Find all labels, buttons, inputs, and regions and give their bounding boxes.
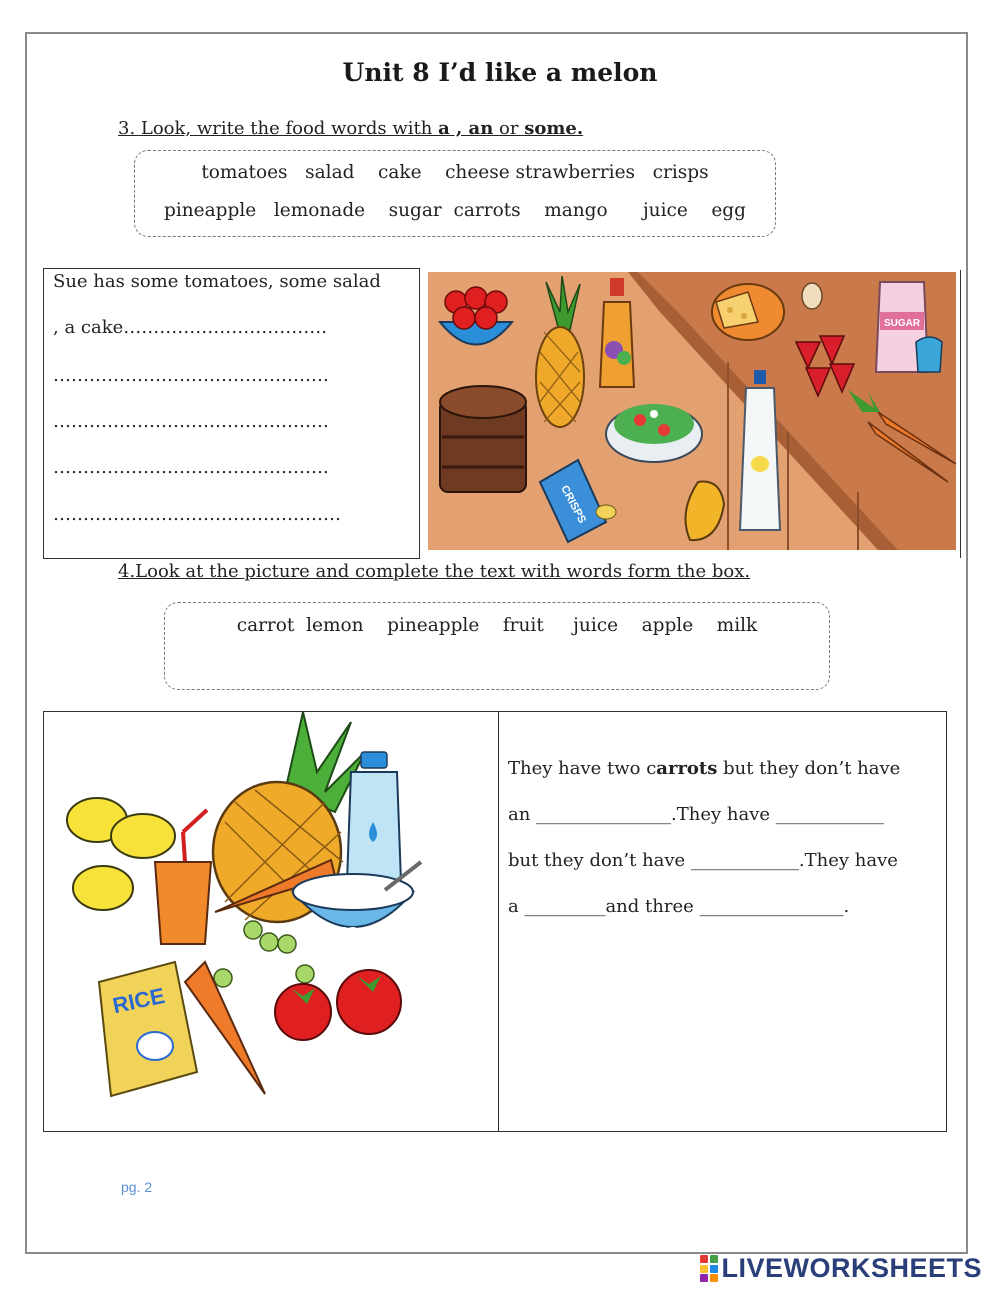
tomatoes [275,970,401,1040]
instruction-text: 3. Look, write the food words with [118,118,439,139]
exercise-3-answer-box[interactable] [43,268,420,559]
text-line-1-bold: arrots [656,758,718,779]
sugar-label: SUGAR [324,925,382,942]
answer-line-3[interactable]: ………………………………………. [53,365,329,386]
water-bottle [347,752,401,882]
rice-bag [99,962,197,1096]
answer-line-1[interactable]: Sue has some tomatoes, some salad [53,271,381,292]
instruction-some: some. [524,118,584,139]
answer-line-2[interactable]: , a cake……………………………. [53,317,327,338]
brand-name: LIVEWORKSHEETS [721,1253,983,1283]
kitchen-counter-illustration [428,272,956,550]
answer-line-4[interactable]: ………………………………………. [53,411,329,432]
answer-line-6[interactable]: ………………………………………… [53,504,341,525]
text-line-1-end: but they don’t have [717,758,901,779]
grapes [214,921,314,987]
rice-label: RICE [110,982,167,1019]
word-box-line-1: tomatoes salad cake cheese strawberries crisps [201,162,709,183]
word-box-4 [164,602,830,690]
exercise-4-instruction: 4.Look at the picture and complete the text with words form the box. [118,561,751,582]
text-line-1[interactable] [508,758,900,779]
word-box-3 [134,150,776,237]
instruction-a-an: a , an [438,118,494,139]
groceries-illustration [55,712,440,1107]
liveworksheets-logo[interactable] [700,1253,982,1284]
cheese [712,284,784,340]
text-line-1-start: They have two c [508,758,657,779]
page-title: Unit 8 I’d like a melon [342,58,658,87]
column-divider [498,712,499,1131]
text-line-3[interactable]: but they don’t have ____________.They have [508,850,898,871]
egg [802,283,822,309]
lemonade-bottle [740,370,780,530]
chocolate-cake [440,386,526,492]
sugar-label: SUGAR [883,318,921,329]
picture-right-border [960,270,961,558]
instruction-or: or [493,118,525,139]
crisps-label: CRISPS [558,483,589,526]
answer-line-5[interactable]: ………………………………………. [53,457,329,478]
exercise-3-instruction [118,118,583,139]
page-number: pg. 2 [121,1179,153,1195]
logo-grid-icon [700,1255,718,1282]
text-line-4[interactable]: a _________and three ________________. [508,896,850,917]
text-line-2[interactable]: an _______________.They have ____________ [508,804,884,825]
word-box-4-line: carrot lemon pineapple fruit juice apple milk [236,615,758,636]
word-box-line-2: pineapple lemonade sugar carrots mango juice egg [164,200,746,221]
